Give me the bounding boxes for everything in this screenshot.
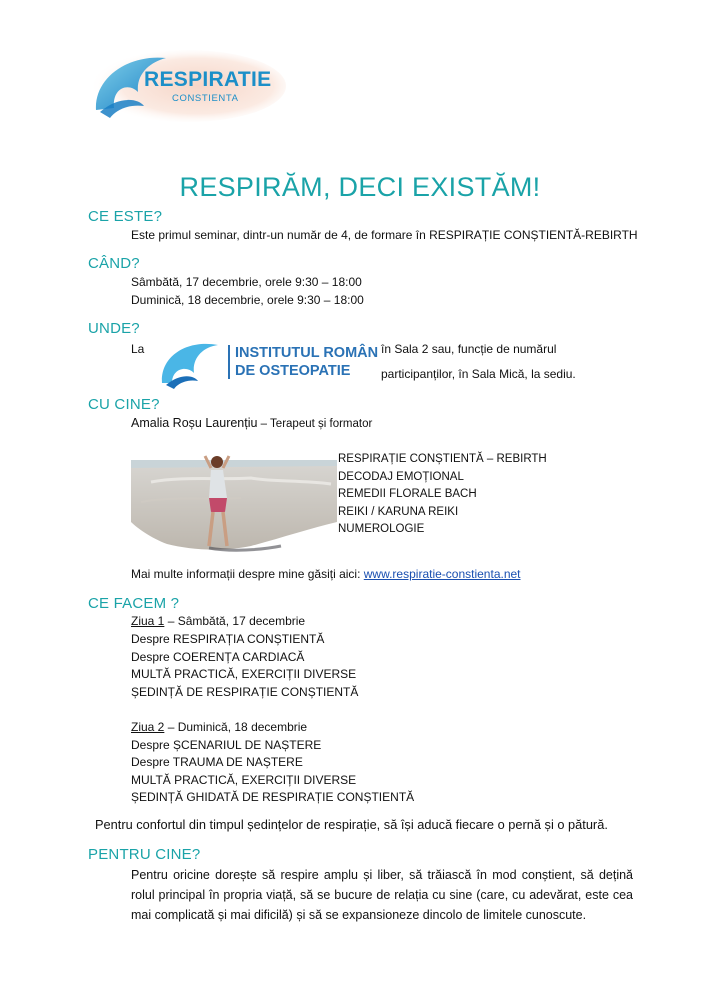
cand-line-1: Sâmbătă, 17 decembrie, orele 9:30 – 18:00: [131, 275, 362, 289]
institute-logo: [158, 337, 378, 389]
skill-item: REIKI / KARUNA REIKI: [338, 506, 459, 518]
more-info-text: Mai multe informații despre mine găsiți aici:: [131, 567, 364, 581]
ce-este-text: Este primul seminar, dintr-un număr de 4, de formare în RESPIRAȚIE CONȘTIENTĂ-REBIRTH: [131, 228, 638, 242]
day2-item: MULTĂ PRACTICĂ, EXERCIȚII DIVERSE: [131, 773, 357, 787]
trainer-role: – Terapeut și formator: [257, 418, 373, 430]
day2-header: [131, 720, 307, 735]
day1-item: Despre COERENȚA CARDIACĂ: [131, 650, 305, 664]
pentru-cine-text: Pentru oricine dorește să respire amplu și liber, să trăiască în mod conștient, să dețină rolul principal în propria viață, să se bucure de relația cu sine (care, cu adevărat, este cea mai complicată și mai dificilă) și să se expansioneze dincolo de limitele cunoscute.: [131, 868, 633, 922]
comfort-note: Pentru confortul din timpul ședințelor de respirație, să își aducă fiecare o pernă și o pătură.: [95, 817, 608, 832]
page-title: RESPIRĂM, DECI EXISTĂM!: [179, 172, 541, 202]
cand-line-2: Duminică, 18 decembrie, orele 9:30 – 18:00: [131, 293, 364, 307]
skill-item: NUMEROLOGIE: [338, 523, 425, 535]
day2-date: – Duminică, 18 decembrie: [164, 720, 308, 734]
logo: [88, 48, 288, 124]
institute-name-line2: DE OSTEOPATIE: [235, 363, 351, 379]
day2-item: Despre ȘCENARIUL DE NAȘTERE: [131, 738, 322, 752]
beach-photo: [131, 452, 337, 556]
heading-cu-cine: CU CINE?: [88, 396, 160, 413]
day1-item: Despre RESPIRAȚIA CONȘTIENTĂ: [131, 632, 325, 646]
unde-after-2: participanților, în Sala Mică, la sediu.: [381, 367, 576, 381]
unde-prefix: La: [131, 342, 145, 356]
heading-pentru-cine: PENTRU CINE?: [88, 846, 201, 863]
logo-title: RESPIRATIE: [144, 68, 272, 91]
day1-date: – Sâmbătă, 17 decembrie: [164, 614, 306, 628]
heading-ce-facem: CE FACEM ?: [88, 595, 180, 612]
logo-subtitle: CONSTIENTA: [172, 93, 239, 104]
more-info-line: [131, 567, 521, 582]
trainer-name: Amalia Roșu Laurențiu: [131, 416, 258, 430]
website-link[interactable]: www.respiratie-constienta.net: [363, 567, 521, 581]
day2-item: Despre TRAUMA DE NAȘTERE: [131, 755, 303, 769]
day1-item: MULTĂ PRACTICĂ, EXERCIȚII DIVERSE: [131, 667, 357, 681]
skill-item: RESPIRAȚIE CONȘTIENTĂ – REBIRTH: [338, 453, 547, 465]
trainer-line: [131, 416, 372, 432]
day1-item: ȘEDINȚĂ DE RESPIRAȚIE CONȘTIENTĂ: [131, 685, 359, 699]
day2-label: Ziua 2: [131, 720, 165, 734]
day1-label: Ziua 1: [131, 614, 165, 628]
day1-header: [131, 614, 305, 629]
heading-cand: CÂND?: [88, 255, 140, 272]
heading-unde: UNDE?: [88, 320, 140, 337]
trainer-photo: [131, 452, 337, 556]
institute-name-line1: INSTITUTUL ROMÂN: [235, 345, 379, 361]
skill-item: REMEDII FLORALE BACH: [338, 488, 477, 500]
institute-wave-icon: [158, 337, 226, 389]
skill-item: DECODAJ EMOȚIONAL: [338, 471, 464, 483]
unde-after-1: în Sala 2 sau, funcție de numărul: [381, 342, 557, 356]
heading-ce-este: CE ESTE?: [88, 208, 163, 225]
day2-item: ȘEDINȚĂ GHIDATĂ DE RESPIRAȚIE CONȘTIENTĂ: [131, 790, 415, 804]
